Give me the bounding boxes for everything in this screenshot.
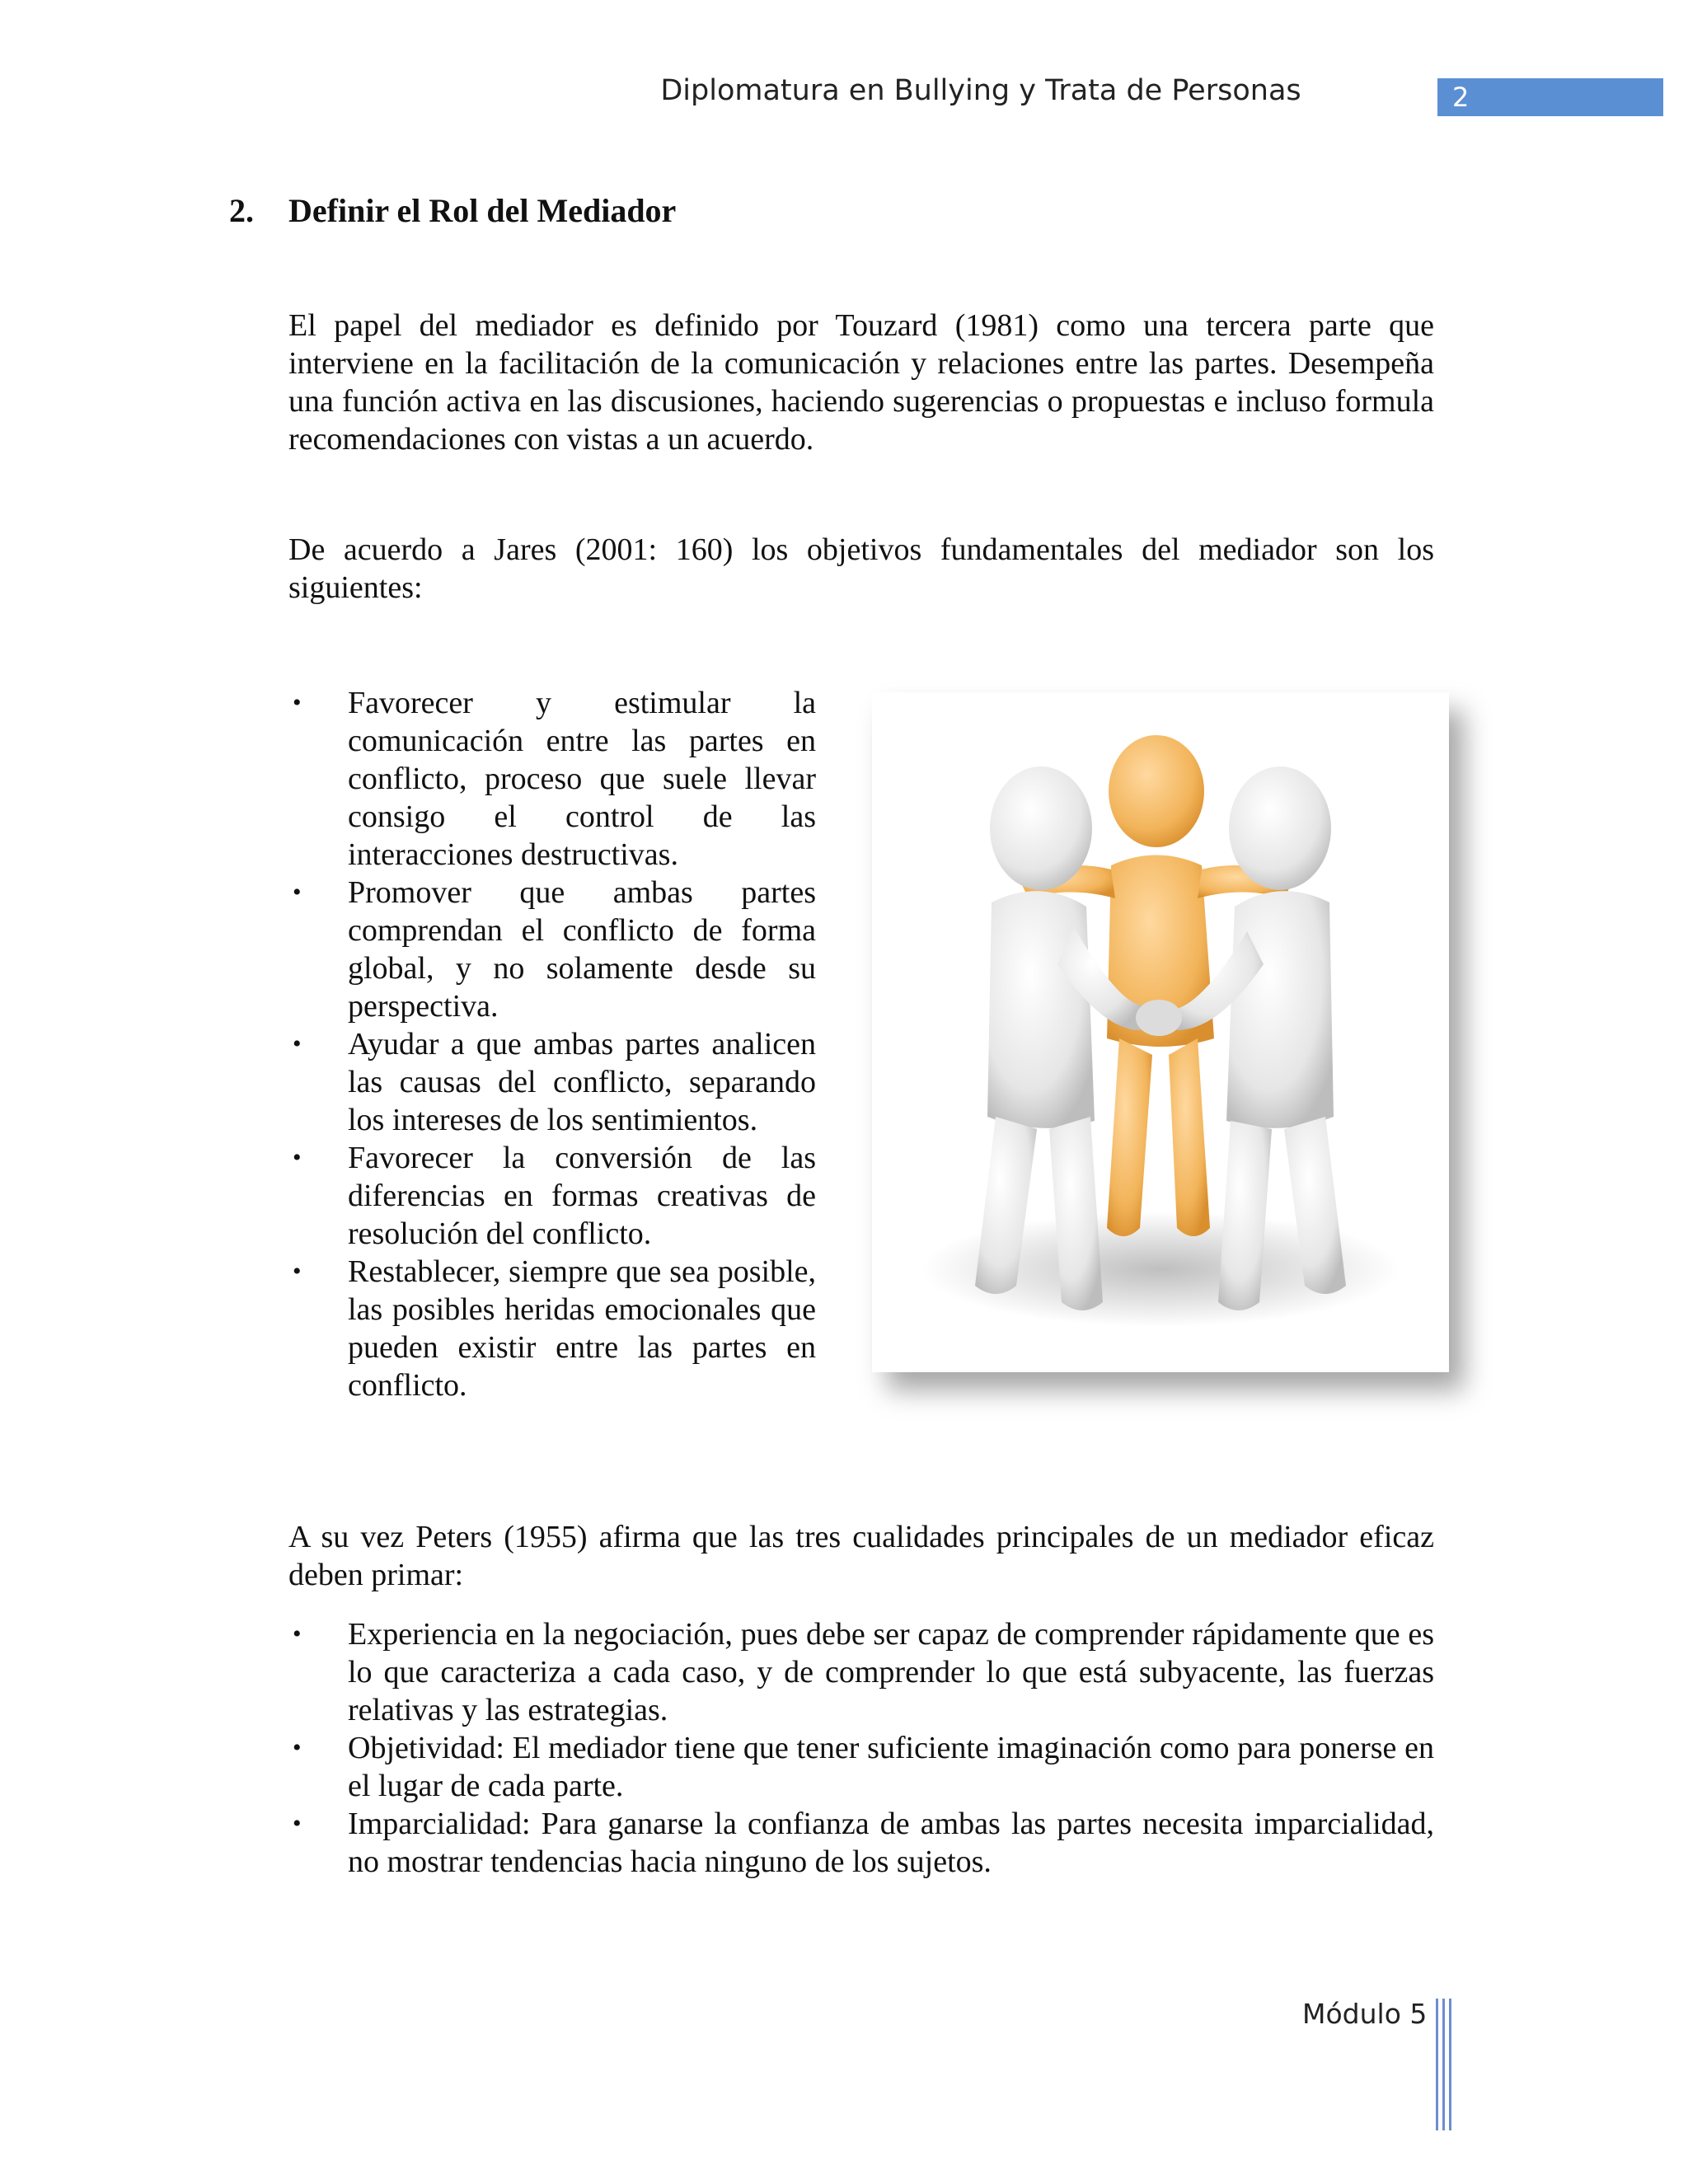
page-number-badge: 2: [1437, 78, 1663, 116]
list-item-text: Favorecer la conversión de las diferencias en formas creativas de resolución del conflicto.: [348, 1141, 816, 1251]
list-item-text: Promover que ambas partes comprendan el conflicto de forma global, y no solamente desde su perspectiva.: [348, 875, 816, 1024]
list-item: [288, 874, 816, 1025]
section-heading: [229, 191, 676, 230]
footer-rule: [1449, 1999, 1451, 2130]
list-item: [288, 1253, 816, 1404]
paragraph-mediator-definition: El papel del mediador es definido por Touzard (1981) como una tercera parte que interviene en la facilitación de la comunicación y relaciones entre las partes. Desempeña una función activa en las discusiones, haciendo sugerencias o propuestas e incluso formula recomendaciones con vistas a un acuerdo.: [288, 308, 1434, 457]
list-item: [288, 1139, 816, 1253]
list-item: [288, 684, 816, 874]
bullet-icon: •: [293, 1030, 302, 1057]
header-title: Diplomatura en Bullying y Trata de Personas: [660, 74, 1301, 107]
list-item: [288, 1805, 1434, 1881]
list-item: [288, 1729, 1434, 1805]
qualities-list: [288, 1615, 1434, 1881]
list-item-text: Favorecer y estimular la comunicación entre las partes en conflicto, proceso que suele llevar consigo el control de las interacciones destructivas.: [348, 686, 816, 872]
list-item-text: Ayudar a que ambas partes analicen las causas del conflicto, separando los intereses de los sentimientos.: [348, 1027, 816, 1137]
paragraph-objectives-intro: De acuerdo a Jares (2001: 160) los objetivos fundamentales del mediador son los siguientes:: [288, 532, 1434, 605]
footer-module-label: Módulo 5: [1302, 1998, 1428, 2030]
section-number: 2.: [229, 192, 254, 229]
bullet-icon: •: [293, 1810, 302, 1837]
list-item-text: Imparcialidad: Para ganarse la confianza de ambas las partes necesita imparcialidad, no mostrar tendencias hacia ninguno de los sujetos.: [348, 1807, 1434, 1879]
list-item: [288, 1025, 816, 1139]
list-item-text: Restablecer, siempre que sea posible, las posibles heridas emocionales que pueden existir entre las partes en conflicto.: [348, 1254, 816, 1403]
footer-rule: [1436, 1999, 1438, 2130]
list-item-text: Objetividad: El mediador tiene que tener suficiente imaginación como para ponerse en el lugar de cada parte.: [348, 1731, 1434, 1803]
bullet-icon: •: [293, 1734, 302, 1761]
handshake: [1136, 1000, 1182, 1036]
bullet-icon: •: [293, 1144, 302, 1171]
footer-rule: [1442, 1999, 1445, 2130]
bullet-icon: •: [293, 1258, 302, 1285]
paragraph-qualities-intro: A su vez Peters (1955) afirma que las tres cualidades principales de un mediador eficaz deben primar:: [288, 1520, 1434, 1592]
list-item: [288, 1615, 1434, 1729]
objectives-list: [288, 684, 816, 1404]
bullet-icon: •: [293, 879, 302, 906]
mediator-figures-image: [872, 692, 1449, 1372]
section-title: Definir el Rol del Mediador: [288, 192, 677, 229]
bullet-icon: •: [293, 1620, 302, 1647]
list-item-text: Experiencia en la negociación, pues debe ser capaz de comprender rápidamente que es lo que caracteriza a cada caso, y de comprender lo que está subyacente, las fuerzas relativas y las estrategias.: [348, 1617, 1434, 1727]
mediator-illustration: [872, 692, 1449, 1372]
bullet-icon: •: [293, 689, 302, 716]
